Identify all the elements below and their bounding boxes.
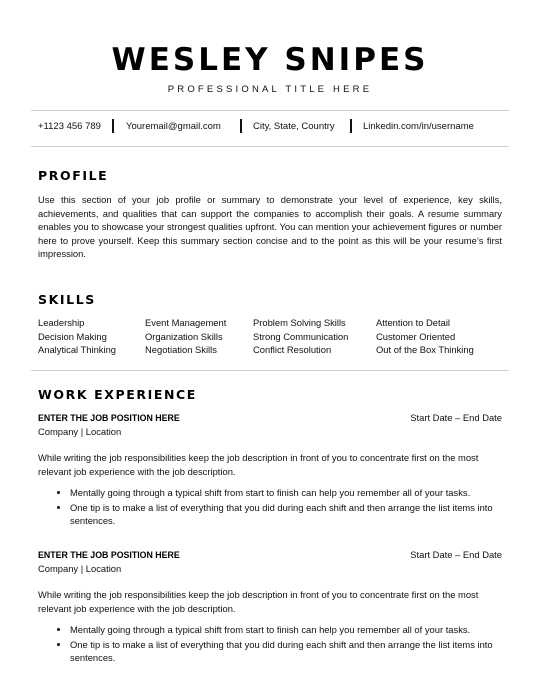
contact-location: City, State, Country bbox=[253, 121, 335, 132]
job-dates: Start Date – End Date bbox=[410, 412, 502, 423]
job-company: Company | Location bbox=[38, 563, 122, 574]
contact-email[interactable]: Youremail@gmail.com bbox=[126, 121, 221, 132]
job-description: While writing the job responsibilities keep the job description in front of you to concentrate first on the most relevant job experience with the job description. bbox=[38, 452, 479, 477]
job-bullet: • One tip is to make a list of everything that you did during each shift and then arrange the list items into sentences. bbox=[70, 501, 536, 528]
contact-separator bbox=[350, 119, 352, 133]
skills-column bbox=[253, 316, 348, 357]
job-bullet: • Mentally going through a typical shift from start to finish can help you remember all of your tasks. bbox=[70, 623, 536, 637]
job-dates: Start Date – End Date bbox=[410, 549, 502, 560]
experience-heading: WORK EXPERIENCE bbox=[38, 387, 197, 402]
job-bullet: • Mentally going through a typical shift from start to finish can help you remember all of your tasks. bbox=[70, 486, 536, 500]
profile-text: Use this section of your job profile or summary to demonstrate your level of experience, key skills, achievements, and qualities that can support the companies to accomplish their goals. A resume summary enables you to showcase your strongest qualities upfront. You can mention your achievement figures or number here to prove yourself. Keep this summary section concise and to the point as this will be your resume’s first impression. bbox=[38, 194, 502, 259]
skill-item: Analytical Thinking bbox=[38, 344, 116, 355]
skills-column bbox=[38, 316, 116, 357]
contact-linkedin[interactable]: Linkedin.com/in/username bbox=[363, 121, 474, 132]
profile-heading: PROFILE bbox=[38, 168, 109, 183]
skill-item: Leadership bbox=[38, 317, 85, 328]
skills-column bbox=[145, 316, 226, 357]
divider bbox=[31, 370, 509, 371]
job-title: ENTER THE JOB POSITION HERE bbox=[38, 413, 180, 423]
skill-item: Out of the Box Thinking bbox=[376, 344, 474, 355]
job-company: Company | Location bbox=[38, 426, 122, 437]
contact-phone: +1123 456 789 bbox=[38, 121, 101, 132]
job-bullets bbox=[38, 486, 536, 529]
contact-separator bbox=[112, 119, 114, 133]
professional-title: PROFESSIONAL TITLE HERE bbox=[167, 84, 373, 95]
skill-item: Problem Solving Skills bbox=[253, 317, 346, 328]
job-title: ENTER THE JOB POSITION HERE bbox=[38, 550, 180, 560]
skill-item: Strong Communication bbox=[253, 330, 349, 342]
skills-heading: SKILLS bbox=[38, 292, 96, 307]
skill-item: Customer Oriented bbox=[376, 330, 456, 342]
skill-item: Conflict Resolution bbox=[253, 344, 332, 355]
job-description: While writing the job responsibilities keep the job description in front of you to concentrate first on the most relevant job experience with the job description. bbox=[38, 589, 479, 614]
skills-column bbox=[376, 316, 474, 357]
divider bbox=[31, 146, 509, 147]
contact-separator bbox=[240, 119, 242, 133]
resume-name: WESLEY SNIPES bbox=[111, 42, 429, 78]
skill-item: Negotiation Skills bbox=[145, 344, 217, 355]
divider bbox=[31, 110, 509, 111]
skill-item: Attention to Detail bbox=[376, 317, 451, 328]
skill-item: Event Management bbox=[145, 317, 227, 328]
skill-item: Decision Making bbox=[38, 330, 107, 342]
job-bullet: • One tip is to make a list of everything that you did during each shift and then arrange the list items into sentences. bbox=[70, 638, 536, 665]
job-bullets bbox=[38, 623, 536, 666]
skill-item: Organization Skills bbox=[145, 330, 223, 342]
